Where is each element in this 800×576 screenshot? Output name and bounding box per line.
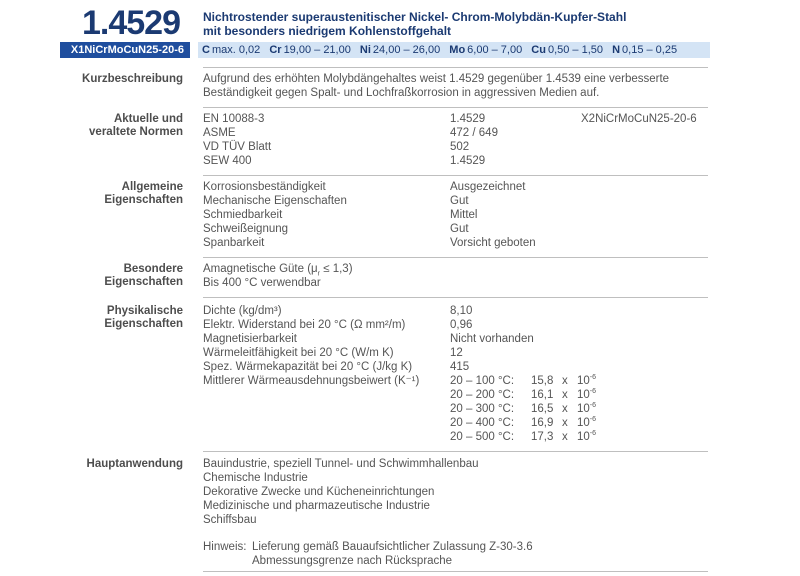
divider: [203, 107, 708, 108]
norm-name: VD TÜV Blatt: [203, 141, 272, 153]
property-name: Spanbarkeit: [203, 237, 265, 249]
divider: [203, 257, 708, 258]
physical-value: Nicht vorhanden: [450, 333, 534, 345]
norm-value: 472 / 649: [450, 127, 498, 139]
property-value: Gut: [450, 223, 469, 235]
composition-mo: Mo 6,00 – 7,00: [449, 44, 523, 56]
divider: [203, 451, 708, 452]
property-value: Ausgezeichnet: [450, 181, 526, 193]
heading-physikalische: Physikalische Eigenschaften: [104, 305, 183, 330]
composition-cr: Cr 19,00 – 21,00: [269, 44, 351, 56]
application-item: Medizinische und pharmazeutische Industrie: [203, 500, 430, 512]
besondere-line-1: Amagnetische Güte $(\mu_r \le 1,3)$: [203, 263, 353, 278]
norm-extra: X2NiCrMoCuN25-20-6: [581, 113, 697, 125]
title-line-2: mit besonders niedrigem Kohlenstoffgehalt: [203, 24, 452, 38]
physical-value: 0,96: [450, 319, 473, 331]
composition-ni: Ni 24,00 – 26,00: [359, 44, 441, 56]
heading-kurzbeschreibung: Kurzbeschreibung: [82, 73, 183, 85]
heading-besondere: Besondere Eigenschaften: [104, 263, 183, 288]
expansion-label: Mittlerer Wärmeausdehnungsbeiwert (K⁻¹): [203, 375, 420, 387]
physical-name: Elektr. Widerstand bei 20 °C (Ω mm²/m): [203, 319, 406, 331]
application-item: Chemische Industrie: [203, 472, 308, 484]
divider: [203, 297, 708, 298]
norm-name: EN 10088-3: [203, 113, 265, 125]
heading-normen: Aktuelle und veraltete Normen: [89, 113, 183, 138]
steel-number: 1.4529: [82, 4, 180, 42]
title-line-1: Nichtrostender superaustenitischer Nickel- Chrom-Molybdän-Kupfer-Stahl: [203, 10, 627, 24]
physical-name: Wärmeleitfähigkeit bei 20 °C (W/m K): [203, 347, 394, 359]
besondere-line-2: Bis 400 °C verwendbar: [203, 277, 321, 289]
property-name: Korrosionsbeständigkeit: [203, 181, 326, 193]
kurz-line-2: Beständigkeit gegen Spalt- und Lochfraßkorrosion in aggressiven Medien auf.: [203, 87, 600, 99]
property-value: Vorsicht geboten: [450, 237, 536, 249]
property-value: Mittel: [450, 209, 478, 221]
divider: [203, 175, 708, 176]
property-name: Mechanische Eigenschaften: [203, 195, 347, 207]
hint-line-2: Abmessungsgrenze nach Rücksprache: [252, 555, 453, 567]
composition-cu: Cu 0,50 – 1,50: [531, 44, 604, 56]
heading-allgemeine: Allgemeine Eigenschaften: [104, 181, 183, 206]
composition-bar: [198, 42, 710, 58]
hint-line-1: Lieferung gemäß Bauaufsichtlicher Zulassung Z-30-3.6: [252, 541, 533, 553]
divider: [203, 67, 708, 68]
norm-name: ASME: [203, 127, 236, 139]
norm-value: 1.4529: [450, 113, 486, 125]
physical-name: Dichte (kg/dm³): [203, 305, 282, 317]
physical-value: 12: [450, 347, 463, 359]
norm-value: 502: [450, 141, 470, 153]
physical-name: Spez. Wärmekapazität bei 20 °C (J/kg K): [203, 361, 413, 373]
kurz-line-1: Aufgrund des erhöhten Molybdängehaltes weist 1.4529 gegenüber 1.4539 eine verbesserte: [203, 73, 670, 85]
physical-value: 8,10: [450, 305, 473, 317]
property-name: Schweißeignung: [203, 223, 289, 235]
norm-name: SEW 400: [203, 155, 252, 167]
property-name: Schmiedbarkeit: [203, 209, 283, 221]
property-value: Gut: [450, 195, 469, 207]
physical-value: 415: [450, 361, 470, 373]
heading-hauptanwendung: Hauptanwendung: [86, 458, 183, 470]
divider: [203, 571, 708, 572]
application-item: Dekorative Zwecke und Kücheneinrichtungen: [203, 486, 435, 498]
composition-c: C max. 0,02: [202, 44, 261, 56]
application-item: Bauindustrie, speziell Tunnel- und Schwimmhallenbau: [203, 458, 479, 470]
physical-name: Magnetisierbarkeit: [203, 333, 297, 345]
composition-n: N 0,15 – 0,25: [612, 44, 678, 56]
hint-label: Hinweis:: [203, 541, 247, 553]
norm-value: 1.4529: [450, 155, 486, 167]
designation-badge: X1NiCrMoCuN25-20-6: [60, 42, 190, 58]
application-item: Schiffsbau: [203, 514, 257, 526]
